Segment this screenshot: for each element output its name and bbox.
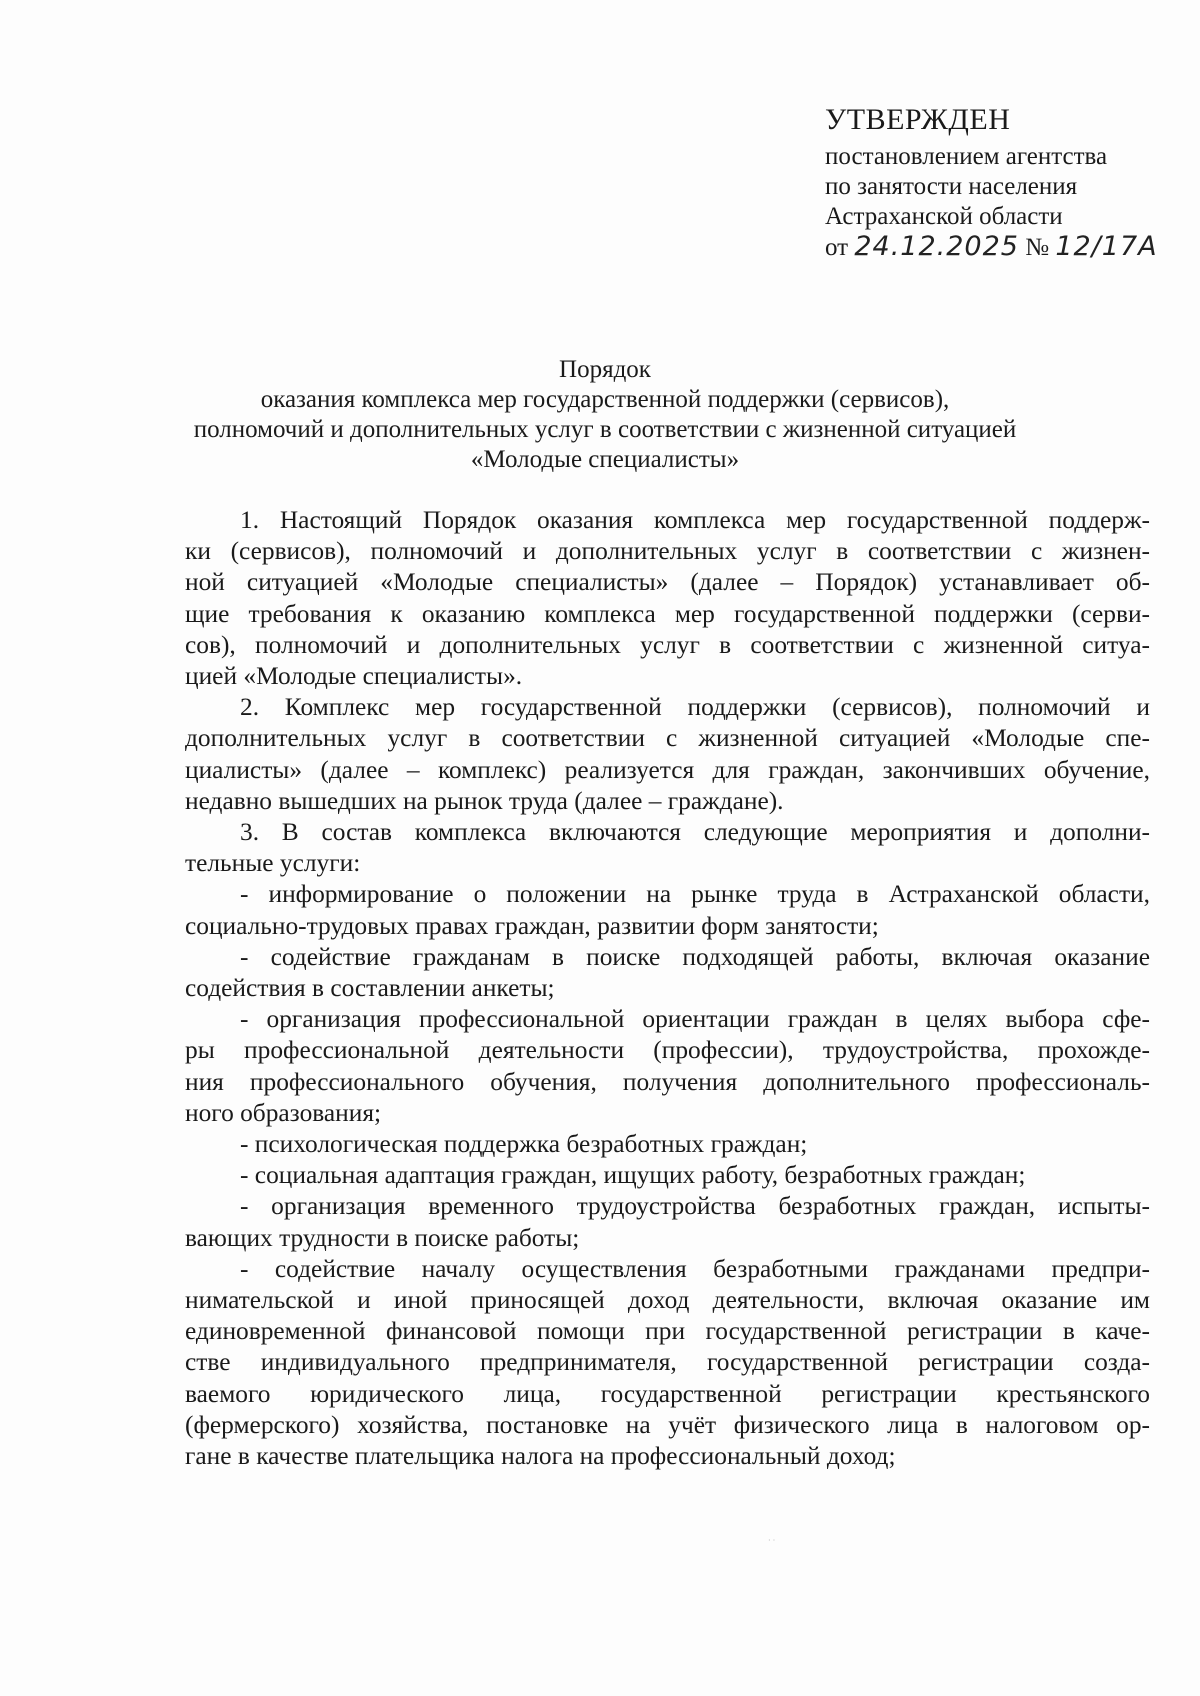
body-line: тельные услуги: [185, 849, 361, 878]
body-line: - организация временного трудоустройства безработных граждан, испыты- [240, 1192, 1150, 1221]
approval-heading: УТВЕРЖДЕН [825, 103, 1011, 136]
body-line: (фермерского) хозяйства, постановке на учёт физического лица в налоговом ор- [185, 1410, 1150, 1439]
body-line: щие требования к оказанию комплекса мер государственной поддержки (серви- [185, 599, 1150, 628]
date-prefix: от [825, 234, 849, 261]
body-line: 2. Комплекс мер государственной поддержки (сервисов), полномочий и [240, 693, 1150, 722]
body-line: циалисты» (далее – комплекс) реализуется для граждан, закончивших обучение, [185, 755, 1150, 784]
handwritten-date: 24.12.2025 [854, 231, 1019, 262]
body-line: ной ситуацией «Молодые специалисты» (далее – Порядок) устанавливает об- [185, 568, 1150, 597]
approval-stamp-block [825, 100, 1158, 263]
body-line: гане в качестве плательщика налога на профессиональный доход; [185, 1442, 896, 1471]
handwritten-number: 12/17А [1055, 231, 1158, 262]
number-prefix: № [1025, 234, 1050, 261]
title-line-1: Порядок [559, 356, 651, 383]
body-line: социально-трудовых правах граждан, развитии форм занятости; [185, 911, 879, 940]
body-line: ния профессионального обучения, получения дополнительного профессиональ- [185, 1067, 1150, 1096]
approval-line-3: Астраханской области [825, 203, 1063, 230]
body-line: - социальная адаптация граждан, ищущих работу, безработных граждан; [240, 1161, 1026, 1190]
document-title [185, 355, 1025, 475]
title-line-2: оказания комплекса мер государственной поддержки (сервисов), [260, 386, 950, 413]
body-line: - содействие гражданам в поиске подходящей работы, включая оказание [240, 942, 1150, 971]
title-line-3: полномочий и дополнительных услуг в соответствии с жизненной ситуацией [193, 416, 1017, 443]
approval-line-2: по занятости населения [825, 173, 1078, 200]
body-line: ки (сервисов), полномочий и дополнительных услуг в соответствии с жизнен- [185, 537, 1150, 566]
body-line: ры профессиональной деятельности (профессии), трудоустройства, прохожде- [185, 1036, 1150, 1065]
body-line: 3. В состав комплекса включаются следующие мероприятия и дополни- [240, 818, 1150, 847]
body-line: содействия в составлении анкеты; [185, 974, 555, 1003]
body-line: 1. Настоящий Порядок оказания комплекса мер государственной поддерж- [240, 506, 1150, 534]
body-line: - организация профессиональной ориентации граждан в целях выбора сфе- [240, 1005, 1150, 1034]
title-line-4: «Молодые специалисты» [470, 446, 740, 473]
approval-date-line [825, 231, 1158, 263]
approval-line-1: постановлением агентства [825, 143, 1108, 170]
body-line: цией «Молодые специалисты». [185, 662, 523, 691]
body-line: единовременной финансовой помощи при государственной регистрации в каче- [185, 1317, 1150, 1346]
body-line: недавно вышедших на рынок труда (далее – граждане). [185, 786, 784, 815]
document-body [185, 505, 1150, 1472]
body-line: сов), полномочий и дополнительных услуг в соответствии с жизненной ситуа- [185, 630, 1150, 659]
body-line: стве индивидуального предпринимателя, государственной регистрации созда- [185, 1348, 1150, 1377]
body-line: нимательской и иной приносящей доход деятельности, включая оказание им [185, 1286, 1150, 1315]
body-line: - содействие началу осуществления безработными гражданами предпри- [240, 1254, 1150, 1283]
body-line: - психологическая поддержка безработных граждан; [240, 1130, 808, 1159]
body-line: ного образования; [185, 1098, 382, 1127]
body-line: дополнительных услуг в соответствии с жизненной ситуацией «Молодые спе- [185, 724, 1150, 753]
body-line: вающих трудности в поиске работы; [185, 1223, 580, 1252]
scan-speck: · · [768, 1536, 776, 1545]
body-line: ваемого юридического лица, государственной регистрации крестьянского [185, 1379, 1150, 1408]
body-line: - информирование о положении на рынке труда в Астраханской области, [240, 880, 1150, 909]
